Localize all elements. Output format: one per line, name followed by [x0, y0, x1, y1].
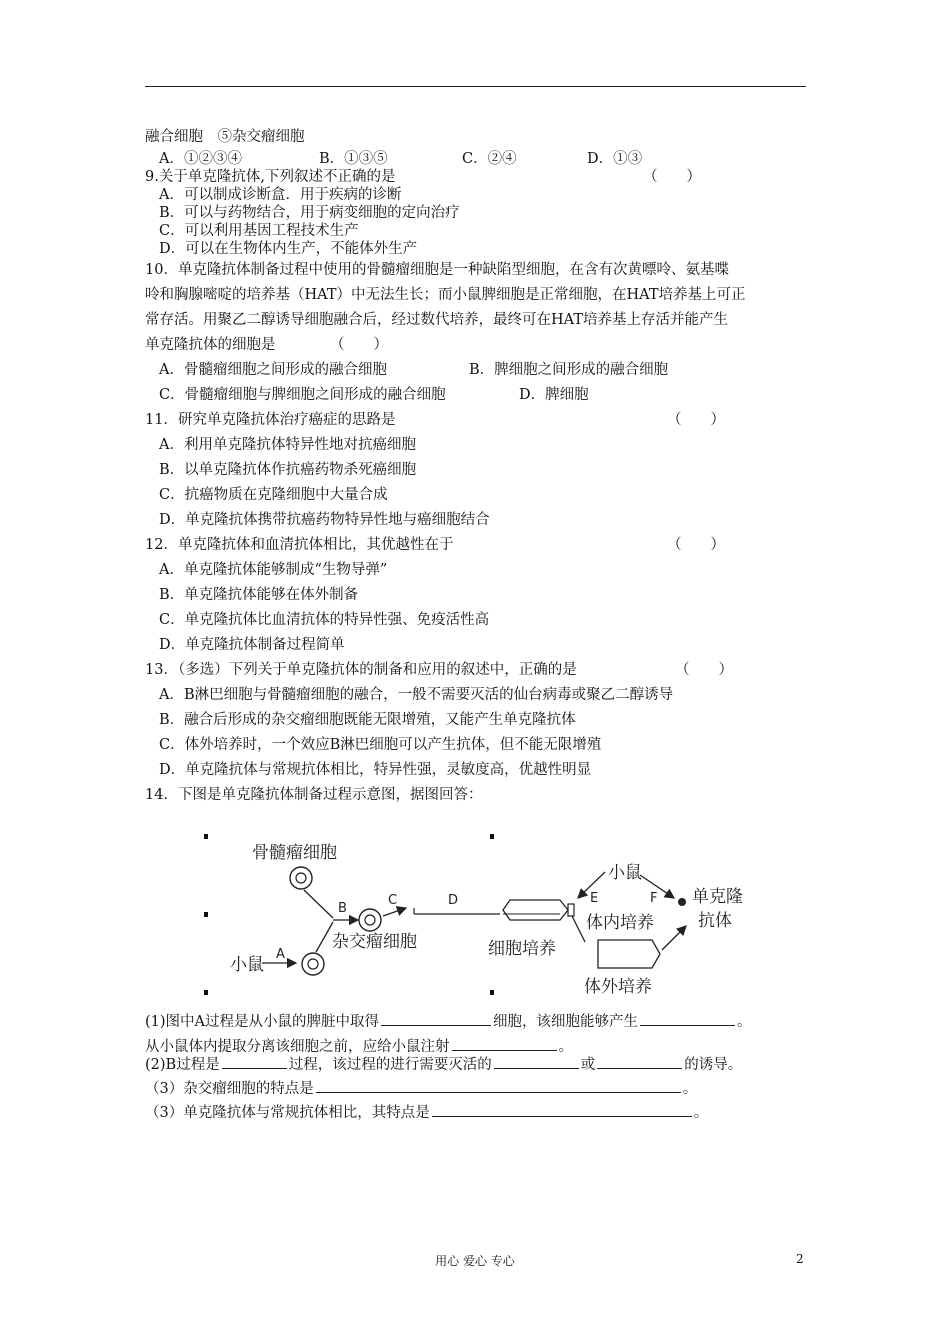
q9-answer-bracket: （ ） — [643, 169, 701, 185]
q10-options-row-2 — [145, 383, 825, 408]
hybridoma-cell — [359, 909, 381, 931]
q14-sub4-end: 。 — [693, 1105, 709, 1121]
q14-sub1-line1 — [145, 1010, 825, 1035]
q9-option-d: D．可以在生物体内生产，不能体外生产 — [159, 241, 418, 257]
corner-marker — [490, 834, 494, 839]
q14-stem: 14．下图是单克隆抗体制备过程示意图，据图回答： — [145, 787, 483, 803]
q8-option-b: B．①③⑤ — [319, 151, 388, 167]
page-number: 2 — [796, 1252, 804, 1266]
q14-sub2-part-d: 的诱导。 — [684, 1057, 743, 1073]
q14-sub2-part-c: 或 — [580, 1057, 596, 1073]
q11-option-c: C．抗癌物质在克隆细胞中大量合成 — [159, 487, 388, 503]
q14-sub1-blank-3[interactable] — [452, 1035, 557, 1051]
q11-stem: 11．研究单克隆抗体治疗癌症的思路是 — [145, 412, 396, 428]
header-rule — [145, 86, 806, 87]
q14-sub3-blank[interactable] — [316, 1077, 681, 1093]
label-a: A — [276, 947, 285, 962]
mouse-left-label: 小鼠 — [230, 955, 264, 975]
antibody-label-line1: 单克隆 — [692, 887, 743, 907]
spleen-cell-nucleus — [308, 959, 318, 969]
page-content — [145, 125, 825, 808]
q9-stem-row — [145, 168, 825, 186]
in-vivo-label: 体内培养 — [586, 913, 654, 933]
culture-flask — [503, 900, 568, 920]
culture-flask-cap — [568, 904, 574, 916]
hybridoma-cell-nucleus — [365, 915, 375, 925]
q14-sub1-part-e: 。 — [558, 1039, 573, 1055]
q14-sub2-line — [145, 1053, 825, 1077]
label-e: E — [590, 891, 599, 906]
q10-option-d: D．脾细胞 — [519, 387, 589, 403]
myeloma-cell — [290, 867, 312, 889]
q14-sub3-text: （3）杂交瘤细胞的特点是 — [145, 1081, 314, 1097]
spleen-cell — [302, 953, 324, 975]
corner-marker — [204, 912, 208, 917]
q11-answer-bracket: （ ） — [667, 412, 725, 428]
label-b: B — [338, 901, 347, 916]
q10-option-b: B．脾细胞之间形成的融合细胞 — [469, 362, 669, 378]
q8-option-c: C．②④ — [462, 151, 517, 167]
q14-subquestions — [145, 1010, 825, 1125]
in-vitro-container — [598, 940, 660, 968]
q12-stem-row — [145, 533, 825, 558]
q14-sub1-part-d: 从小鼠体内提取分离该细胞之前，应给小鼠注射 — [145, 1039, 450, 1055]
corner-marker — [490, 990, 494, 995]
q12-option-a: A．单克隆抗体能够制成“生物导弹” — [159, 562, 388, 578]
label-d: D — [448, 893, 459, 908]
q13-option-d: D．单克隆抗体与常规抗体相比，特异性强，灵敏度高，优越性明显 — [159, 762, 592, 778]
antibody-process-diagram — [200, 830, 760, 1002]
q8-options — [145, 150, 825, 168]
q14-sub3-end: 。 — [682, 1081, 698, 1097]
q14-sub4-text: （3）单克隆抗体与常规抗体相比，其特点是 — [145, 1105, 430, 1121]
cell-culture-label: 细胞培养 — [488, 939, 556, 959]
q13-option-a: A．B淋巴细胞与骨髓瘤细胞的融合，一般不需要灭活的仙台病毒或聚乙二醇诱导 — [159, 687, 674, 703]
q10-line-2: 呤和胸腺嘧啶的培养基（HAT）中无法生长；而小鼠脾细胞是正常细胞，在HAT培养基上可正 — [145, 287, 746, 303]
q14-sub2-blank-3[interactable] — [597, 1053, 682, 1069]
q14-sub1-part-c: 。 — [737, 1014, 752, 1030]
q8-option-d: D．①③ — [587, 151, 643, 167]
q9-option-c: C．可以利用基因工程技术生产 — [159, 223, 359, 239]
q10-line-1: 10．单克隆抗体制备过程中使用的骨髓瘤细胞是一种缺陷型细胞，在含有次黄嘌呤、氨基喋 — [145, 262, 729, 278]
q10-answer-bracket: （ ） — [330, 337, 388, 353]
q12-stem: 12．单克隆抗体和血清抗体相比，其优越性在于 — [145, 537, 454, 553]
q10-option-a: A．骨髓瘤细胞之间形成的融合细胞 — [159, 362, 387, 378]
q13-answer-bracket: （ ） — [675, 662, 733, 678]
arrow-vitro-to-antibody — [662, 926, 686, 950]
q14-sub4-line — [145, 1101, 825, 1125]
q14-sub1-part-b: 细胞，该细胞能够产生 — [493, 1014, 639, 1030]
q10-options-row-1 — [145, 358, 825, 383]
q9-option-b: B．可以与药物结合，用于病变细胞的定向治疗 — [159, 205, 460, 221]
q14-sub4-blank[interactable] — [432, 1101, 692, 1117]
antibody-label-line2: 抗体 — [698, 911, 732, 931]
in-vitro-label: 体外培养 — [584, 977, 652, 997]
q13-stem: 13．（多选）下列关于单克隆抗体的制备和应用的叙述中，正确的是 — [145, 662, 577, 678]
myeloma-label: 骨髓瘤细胞 — [252, 843, 337, 863]
myeloma-cell-nucleus — [296, 873, 306, 883]
q11-option-b: B．以单克隆抗体作抗癌药物杀死癌细胞 — [159, 462, 417, 478]
q12-option-d: D．单克隆抗体制备过程简单 — [159, 637, 345, 653]
hybridoma-label: 杂交瘤细胞 — [332, 932, 417, 952]
q10-line-4: 单克隆抗体的细胞是 — [145, 337, 276, 353]
q14-sub1-blank-2[interactable] — [640, 1010, 735, 1026]
antibody-dot — [678, 898, 686, 906]
label-f: F — [650, 891, 658, 906]
line-myeloma-to-fusion — [304, 890, 333, 918]
q12-answer-bracket: （ ） — [667, 537, 725, 553]
q9-option-a: A．可以制成诊断盒．用于疾病的诊断 — [159, 187, 402, 203]
q11-option-a: A．利用单克隆抗体特异性地对抗癌细胞 — [159, 437, 416, 453]
q10-option-c: C．骨髓瘤细胞与脾细胞之间形成的融合细胞 — [159, 387, 446, 403]
q10-line-4-row — [145, 333, 825, 358]
footer-slogan: 用心 爱心 专心 — [435, 1254, 515, 1268]
line-spleen-to-fusion — [316, 922, 333, 952]
q13-option-c: C．体外培养时，一个效应B淋巴细胞可以产生抗体，但不能无限增殖 — [159, 737, 602, 753]
q11-option-d: D．单克隆抗体携带抗癌药物特异性地与癌细胞结合 — [159, 512, 490, 528]
q14-sub2-blank-1[interactable] — [222, 1053, 287, 1069]
mouse-top-label: 小鼠 — [608, 863, 642, 883]
corner-marker — [204, 834, 208, 839]
q14-sub2-part-a: (2)B过程是 — [145, 1057, 220, 1073]
q10-line-3: 常存活。用聚乙二醇诱导细胞融合后，经过数代培养，最终可在HAT培养基上存活并能产生 — [145, 312, 728, 328]
q12-option-c: C．单克隆抗体比血清抗体的特异性强、免疫活性高 — [159, 612, 490, 628]
q13-stem-row — [145, 658, 825, 683]
q14-sub3-line — [145, 1077, 825, 1101]
line-flask-to-vitro — [572, 916, 585, 942]
q14-sub2-part-b: 过程，该过程的进行需要灭活的 — [288, 1057, 492, 1073]
corner-marker — [204, 990, 208, 995]
label-c: C — [388, 893, 398, 908]
q8-tail-text: 融合细胞 ⑤杂交瘤细胞 — [145, 129, 305, 145]
q14-sub2-blank-2[interactable] — [494, 1053, 579, 1069]
q8-option-a: A．①②③④ — [159, 151, 242, 167]
q14-sub1-blank-1[interactable] — [381, 1010, 491, 1026]
q14-sub1-line2 — [145, 1035, 825, 1053]
arrow-c — [383, 908, 406, 916]
q14-sub1-part-a: (1)图中A过程是从小鼠的脾脏中取得 — [145, 1014, 380, 1030]
q12-option-b: B．单克隆抗体能够在体外制备 — [159, 587, 359, 603]
q9-stem: 9.关于单克隆抗体,下列叙述不正确的是 — [145, 169, 396, 185]
q13-option-b: B．融合后形成的杂交瘤细胞既能无限增殖，又能产生单克隆抗体 — [159, 712, 576, 728]
q11-stem-row — [145, 408, 825, 433]
